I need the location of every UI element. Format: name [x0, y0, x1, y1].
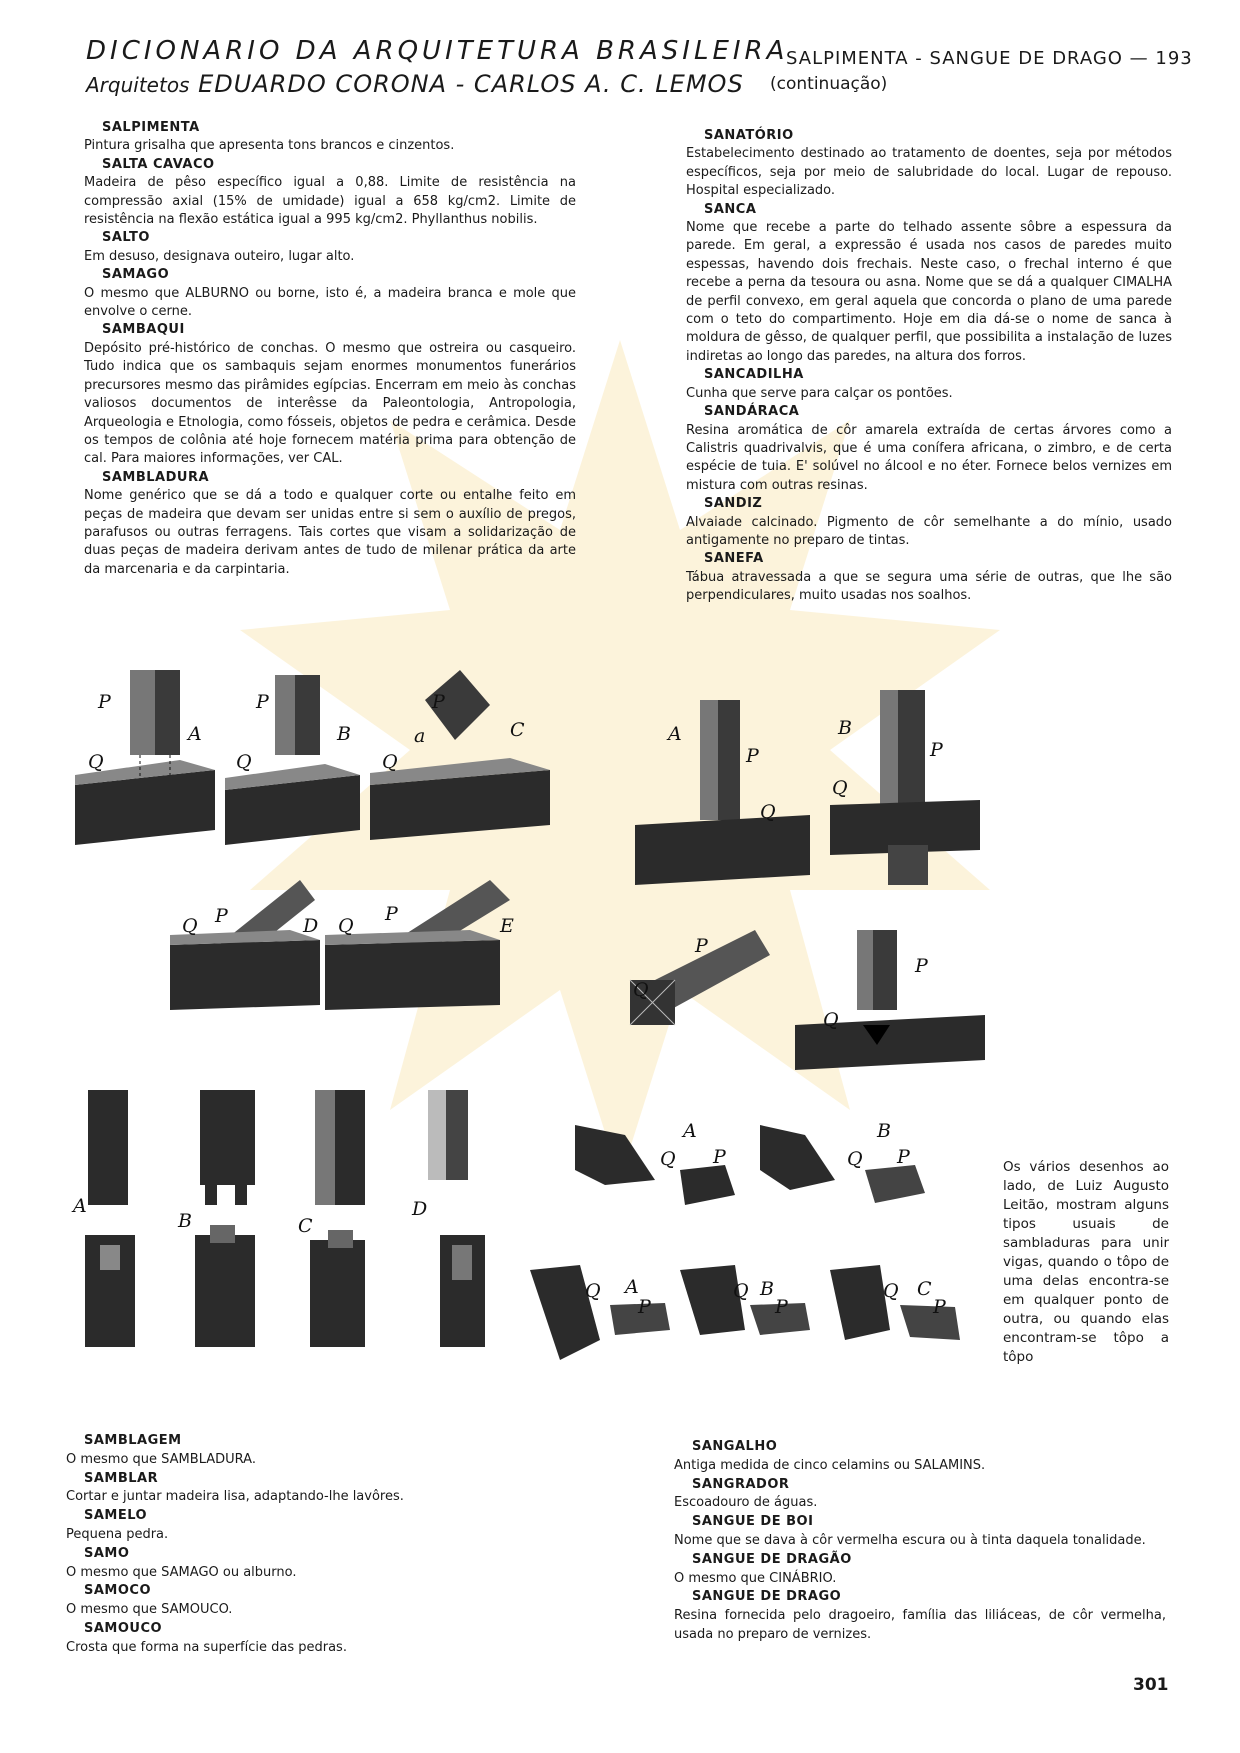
figure-label: C [510, 719, 525, 741]
entry-term: SANCA [704, 201, 757, 217]
figure-label: Q [883, 1280, 899, 1302]
figure-label: Q [182, 915, 198, 937]
joint-post-c-drawing [310, 1090, 365, 1347]
figure-label: Q [760, 801, 776, 823]
entry-definition: Tábua atravessada a que se segura uma série de outras, que lhe são perpendiculares, muito usadas nos soalhos. [686, 569, 1172, 604]
entry [84, 266, 576, 321]
entry-term: SANGRADOR [692, 1476, 790, 1492]
entry-term: SALTO [102, 230, 150, 246]
joint-post-a-drawing [85, 1090, 135, 1347]
entry [674, 1551, 1166, 1589]
entry-definition: Cunha que serve para calçar os pontões. [686, 385, 953, 401]
figure-label: Q [236, 751, 252, 773]
figure-label: A [188, 723, 202, 745]
figure-label: B [838, 717, 852, 739]
entry [686, 201, 1172, 367]
figure-label: A [683, 1120, 697, 1142]
entry-term: SALPIMENTA [102, 120, 200, 135]
figure-label: P [746, 745, 759, 767]
entry-definition: Cortar e juntar madeira lisa, adaptando-lhe lavôres. [66, 1489, 404, 1505]
figure-label: P [915, 955, 928, 977]
figure-label: A [625, 1276, 639, 1298]
entry [686, 366, 1172, 403]
figure-label: Q [382, 751, 398, 773]
entry-term: SANGUE DE BOI [692, 1514, 814, 1530]
entry-term: SAMOCO [84, 1583, 152, 1599]
entry-term: SANGUE DE DRAGO [692, 1589, 842, 1605]
entry-term: SAMOUCO [84, 1620, 163, 1636]
joint-post-d-drawing [428, 1090, 485, 1347]
entry-definition: Nome genérico que se dá a todo e qualquer corte ou entalhe feito em peças de madeira que devam ser unidas entre si sem o auxílio de pregos, parafusos ou outras ferragens. Tais cortes que visam a solidarização de duas peças de madeira derivam antes de tudo de milenar prática da arte da marcenaria e da carpintaria. [84, 488, 576, 577]
figure-label: P [897, 1146, 910, 1168]
figure-label: A [73, 1195, 87, 1217]
figure-label: P [98, 691, 111, 713]
figure-label: P [713, 1146, 726, 1168]
entry-definition: Nome que se dava à côr vermelha escura ou à tinta daquela tonalidade. [674, 1532, 1146, 1548]
joint-d-drawing [170, 880, 320, 1010]
column-left-bottom [66, 1432, 506, 1658]
entry-term: SAMO [84, 1545, 130, 1561]
entry-term: SANDIZ [704, 496, 763, 512]
entry-term: SAMBLAGEM [84, 1433, 182, 1448]
entry [66, 1582, 506, 1620]
figure-label: Q [660, 1148, 676, 1170]
figure-label: Q [585, 1280, 601, 1302]
entry [674, 1438, 1166, 1476]
joinery-figure-tenon-pair [630, 690, 1000, 890]
figure-label: Q [847, 1148, 863, 1170]
figure-label: Q [633, 979, 649, 1001]
entry-range: SALPIMENTA - SANGUE DE DRAGO — 193 [786, 48, 1193, 69]
entry-definition: Resina aromática de côr amarela extraída de certas árvores como a Calistris quadrivalvis, que é uma conífera africana, o zimbro, e de certa espécie de tuia. E' solúvel no álcool e no éter. Fornece belos vernizes em mistura com outras resinas. [686, 422, 1172, 493]
joinery-figure-beam-joints [525, 1115, 995, 1385]
authors-prefix: Arquitetos [86, 73, 190, 97]
entry [84, 229, 576, 266]
joinery-figure-post-joints [70, 1085, 510, 1350]
entry-term: SANGALHO [692, 1439, 778, 1454]
entry-definition: Pequena pedra. [66, 1526, 169, 1542]
entry-definition: Resina fornecida pelo dragoeiro, família das liliáceas, de côr vermelha, usada no preparo de vernizes. [674, 1608, 1166, 1642]
entry [66, 1470, 506, 1508]
entry-definition: O mesmo que SAMBLADURA. [66, 1451, 256, 1467]
entry-definition: Depósito pré-histórico de conchas. O mesmo que ostreira ou casqueiro. Tudo indica que os sambaquis sejam enormes monumentos funerários precursores mesmo das pirâmides egípcias. Encerram em meio às conchas valiosos documentos de interêsse da Paleontologia, Antropologia, Arqueologia e Etnologia, como fósseis, objetos de pedra e cerâmica. Desde os tempos de colônia até hoje fornecem matéria prima para obtenção de cal. Para maiores informações, ver CAL. [84, 340, 576, 467]
entry-definition: O mesmo que SAMOUCO. [66, 1602, 233, 1618]
entry [66, 1620, 506, 1658]
figure-label: P [930, 739, 943, 761]
figure-label: D [303, 915, 319, 937]
authors-line [86, 70, 744, 98]
column-right-top [686, 127, 1172, 606]
figure-label: Q [832, 777, 848, 799]
entry-definition: Crosta que forma na superfície das pedras. [66, 1639, 347, 1655]
entry-definition: Pintura grisalha que apresenta tons brancos e cinzentos. [84, 138, 455, 154]
joinery-figure-oblique-row [160, 870, 530, 1015]
figure-label: Q [823, 1009, 839, 1031]
figure-label: B [337, 723, 351, 745]
joint-e-drawing [325, 880, 510, 1010]
figure-label: P [695, 935, 708, 957]
figure-label: B [877, 1120, 891, 1142]
page-number: 301 [1133, 1675, 1169, 1695]
figure-label: Q [733, 1280, 749, 1302]
continuation-note: (continuação) [770, 74, 888, 94]
figure-label: P [775, 1296, 788, 1318]
entry [686, 495, 1172, 550]
entry-term: SALTA CAVACO [102, 156, 215, 172]
entry-definition: O mesmo que SAMAGO ou alburno. [66, 1564, 297, 1580]
entry [686, 127, 1172, 201]
entry [674, 1513, 1166, 1551]
entry-term: SANGUE DE DRAGÃO [692, 1551, 852, 1567]
figure-label: C [917, 1278, 932, 1300]
entry-term: SAMELO [84, 1508, 148, 1524]
joint-beam-row1-a [575, 1125, 735, 1205]
entry [84, 119, 576, 156]
dictionary-title: DICIONARIO DA ARQUITETURA BRASILEIRA [86, 36, 789, 66]
entry-term: SAMBLADURA [102, 469, 210, 485]
figure-label: Q [338, 915, 354, 937]
entry [66, 1432, 506, 1470]
entry-term: SANATÓRIO [704, 128, 794, 143]
joint-tenon-a-drawing [635, 700, 810, 885]
figure-label: B [178, 1210, 192, 1232]
figure-label: P [638, 1296, 651, 1318]
entry [84, 321, 576, 468]
entry [686, 403, 1172, 495]
joint-tenon-b-drawing [830, 690, 980, 885]
entry-term: SAMBAQUI [102, 322, 185, 338]
column-right-bottom [674, 1438, 1166, 1645]
entry-definition: Alvaiade calcinado. Pigmento de côr semelhante a do mínio, usado antigamente no preparo de tintas. [686, 514, 1172, 548]
entry-term: SANEFA [704, 551, 764, 567]
figure-label: C [298, 1215, 313, 1237]
joinery-figure-mortise-row [70, 660, 560, 850]
figure-label: A [668, 723, 682, 745]
entry [84, 469, 576, 579]
joint-v-drawing [795, 930, 985, 1070]
column-left-top [84, 119, 576, 579]
entry [66, 1507, 506, 1545]
joinery-figure-end-joints [625, 930, 995, 1070]
entry-term: SANDÁRACA [704, 404, 800, 420]
authors-names: EDUARDO CORONA - CARLOS A. C. LEMOS [198, 70, 744, 98]
entry [66, 1545, 506, 1583]
entry-definition: Estabelecimento destinado ao tratamento de doentes, seja por métodos específicos, seja por meio de salubridade do local. Lugar de repouso. Hospital especializado. [686, 146, 1172, 199]
entry-definition: Nome que recebe a parte do telhado assente sôbre a espessura da parede. Em geral, a expressão é usada nos casos de paredes muito espessas, havendo dois frechais. Neste caso, o frechal interno é que recebe a perna da tesoura ou asna. Nome que se dá a qualquer CIMALHA de perfil convexo, em geral aquela que concorda o plano de uma parede com o teto do compartimento. Hoje em dia dá-se o nome de sanca à moldura de gêsso, de qualquer perfil, que possibilita a instalação de luzes indiretas ao longo das paredes, na altura dos forros. [686, 220, 1172, 364]
entry [674, 1476, 1166, 1514]
entry [84, 156, 576, 230]
figure-label: P [256, 691, 269, 713]
figure-label: E [500, 915, 514, 937]
entry-term: SANCADILHA [704, 367, 804, 383]
figure-label: P [933, 1296, 946, 1318]
entry [686, 550, 1172, 605]
entry [674, 1588, 1166, 1644]
figure-label: P [215, 905, 228, 927]
figure-label: a [414, 725, 426, 747]
entry-definition: Escoadouro de águas. [674, 1495, 818, 1511]
figure-label: D [412, 1198, 428, 1220]
figure-caption: Os vários desenhos ao lado, de Luiz Augusto Leitão, mostram alguns tipos usuais de sambladuras para unir vigas, quando o tôpo de uma delas encontra-se em qualquer ponto de outra, ou quando elas encontram-se tôpo a tôpo [1003, 1159, 1169, 1365]
entry-definition: Em desuso, designava outeiro, lugar alto. [84, 248, 355, 264]
entry-definition: Madeira de pêso específico igual a 0,88. Limite de resistência na compressão axial (15% de umidade) igual a 658 kg/cm2. Limite de resistência na flexão estática igual a 995 kg/cm2. Phyllanthus nobilis. [84, 175, 576, 228]
joint-post-b-drawing [195, 1090, 255, 1347]
entry-definition: Antiga medida de cinco celamins ou SALAMINS. [674, 1457, 986, 1473]
entry-definition: O mesmo que ALBURNO ou borne, isto é, a madeira branca e mole que envolve o cerne. [84, 285, 576, 320]
figure-label: Q [88, 751, 104, 773]
figure-label: B [760, 1278, 774, 1300]
entry-definition: O mesmo que CINÁBRIO. [674, 1570, 837, 1586]
entry-term: SAMBLAR [84, 1470, 159, 1486]
figure-label: P [385, 903, 398, 925]
figure-label: P [432, 691, 445, 713]
entry-term: SAMAGO [102, 267, 170, 283]
